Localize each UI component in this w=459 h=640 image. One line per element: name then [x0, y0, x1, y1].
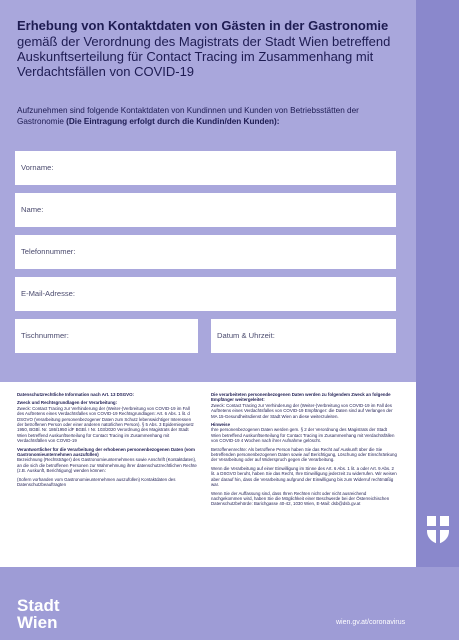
telefon-field[interactable]: Telefonnummer: [15, 235, 396, 269]
stadt-wien-logo [17, 597, 60, 631]
email-field[interactable]: E-Mail-Adresse: [15, 277, 396, 311]
info-right-s5-text: Wenn Sie der Auffassung sind, dass Ihren Rechten nicht oder nicht ausreichend nachgekommen wird, haben Sie die Möglichkeit einer Beschwerde bei der Österreichischen Datenschutzbehörde: Barichgasse 40-42, 1030 Wien, E-Mail: dsb@dsb.gv.at [211, 490, 390, 507]
document-title: Erhebung von Kontaktdaten von Gästen in der Gastronomie [17, 18, 389, 33]
logo-line2: Wien [17, 613, 58, 632]
info-right-s2-text: Ihre personenbezogenen Daten werden gem. § 2 der Verordnung des Magistrats der Stadt Wien betreffend Auskunftserteilung für Contact Tracing im Zusammenhang mit Verdachtsfällen von COVID-19 4 Wochen nach ihrer Aufnahme gelöscht. [211, 427, 395, 444]
info-left-s2-head: Verantwortlicher für die Verarbeitung der erhobenen personenbezogenen Daten (vom Gastronomieunternehmen auszufüllen) [17, 446, 195, 458]
footer-url: wien.gv.at/coronavirus [336, 619, 406, 626]
datum-field[interactable]: Datum & Uhrzeit: [211, 319, 396, 353]
document-subtitle [17, 34, 407, 79]
info-left-s2-text: Bezeichnung (Rechtsträger) des Gastronomieunternehmens sowie Anschrift (Kontaktdaten), an die sich die betroffenen Personen zur Wahrnehmung ihrer datenschutzrechtlichen Rechte (z.B. Auskunft, Berichtigung) wenden können: [17, 457, 197, 474]
subtitle-text: gemäß der Verordnung des Magistrats der Stadt Wien betreffend Auskunftserteilung für Contact Tracing im Zusammenhang mit Verdachtsfällen von COVID-19 [17, 34, 391, 79]
info-right-s2-head: Hinweise [211, 422, 231, 428]
logo-line1: Stadt [17, 596, 60, 615]
intro-bold: (Die Eintragung erfolgt durch die Kundin/den Kunden): [66, 116, 280, 126]
info-left-s1-head: Zweck und Rechtsgrundlagen der Verarbeitung: [17, 400, 118, 406]
info-right-s1-head: Die verarbeiteten personenbezogenen Daten werden zu folgendem Zweck an folgende Empfänger weitergeleitet: [211, 392, 391, 403]
info-right-s3-text: Betroffenenrechte: Als betroffene Person haben Sie das Recht auf Auskunft über die Sie betreffenden personenbezogenen Daten sowie auf Berichtigung, Löschung oder Einschränkung der Verarbeitung oder auf Widerspruch gegen die Verarbeitung. [211, 446, 397, 463]
side-stripe [416, 0, 459, 567]
vienna-shield-icon [426, 515, 450, 545]
name-field[interactable]: Name: [15, 193, 396, 227]
tisch-field[interactable]: Tischnummer: [15, 319, 198, 353]
info-right-column [211, 392, 397, 510]
vorname-field[interactable]: Vorname: [15, 151, 396, 185]
info-left-s1-text: Zweck: Contact Tracing zur Verhinderung der (Weiter-)Verbreitung von COVID-19 im Fall des Auftretens eines Verdachtsfalles von COVID-19 Rechtsgrundlagen: Art. 6 Abs. 1 lit. d DSGVO (Verarbeitung personenbezogener Daten zum Schutz lebenswichtiger Interessen der betroffenen Person oder einer anderen natürlichen Person). § 5 Abs. 3 Epidemiegesetz 1950, BGBl. Nr. 186/1950 idF BGBl. I Nr. 103/2020 Verordnung des Magistrats der Stadt Wien betreffend Auskunftserteilung für Contact Tracing im Zusammenhang mit Verdachtsfällen von COVID-19 [17, 405, 194, 444]
intro-text [17, 106, 407, 127]
intro-normal: Aufzunehmen sind folgende Kontaktdaten von Kundinnen und Kunden von Betriebsstätten der Gastronomie [17, 106, 359, 126]
info-left-column [17, 392, 197, 491]
info-right-s4-text: Wenn die Verarbeitung auf einer Einwilligung im Sinne des Art. 6 Abs. 1 lit. a oder Art. 9 Abs. 2 lit. a DSGVO beruht, haben Sie das Recht, Ihre Einwilligung jederzeit zu widerrufen. Wir weisen aber darauf hin, dass die Verarbeitung aufgrund der Einwilligung bis zum Widerruf rechtmäßig war. [211, 465, 397, 488]
info-left-heading: Datenschutzrechtliche Information nach Art. 13 DSGVO: [17, 392, 134, 397]
info-left-s3-text: (Sofern vorhanden vom Gastronomieunternehmen auszufüllen) Kontaktdaten des Datenschutzbeauftragten [17, 476, 176, 488]
info-right-s1-text: Zweck: Contact Tracing zur Verhinderung der (Weiter-)Verbreitung von COVID-19 im Fall des Auftretens eines Verdachtsfalles von COVID-19 Empfänger: die Daten sind auf Verlangen der MA 15-Gesundheitsdienst der Stadt Wien an diese weiterzuleiten. [211, 402, 393, 419]
